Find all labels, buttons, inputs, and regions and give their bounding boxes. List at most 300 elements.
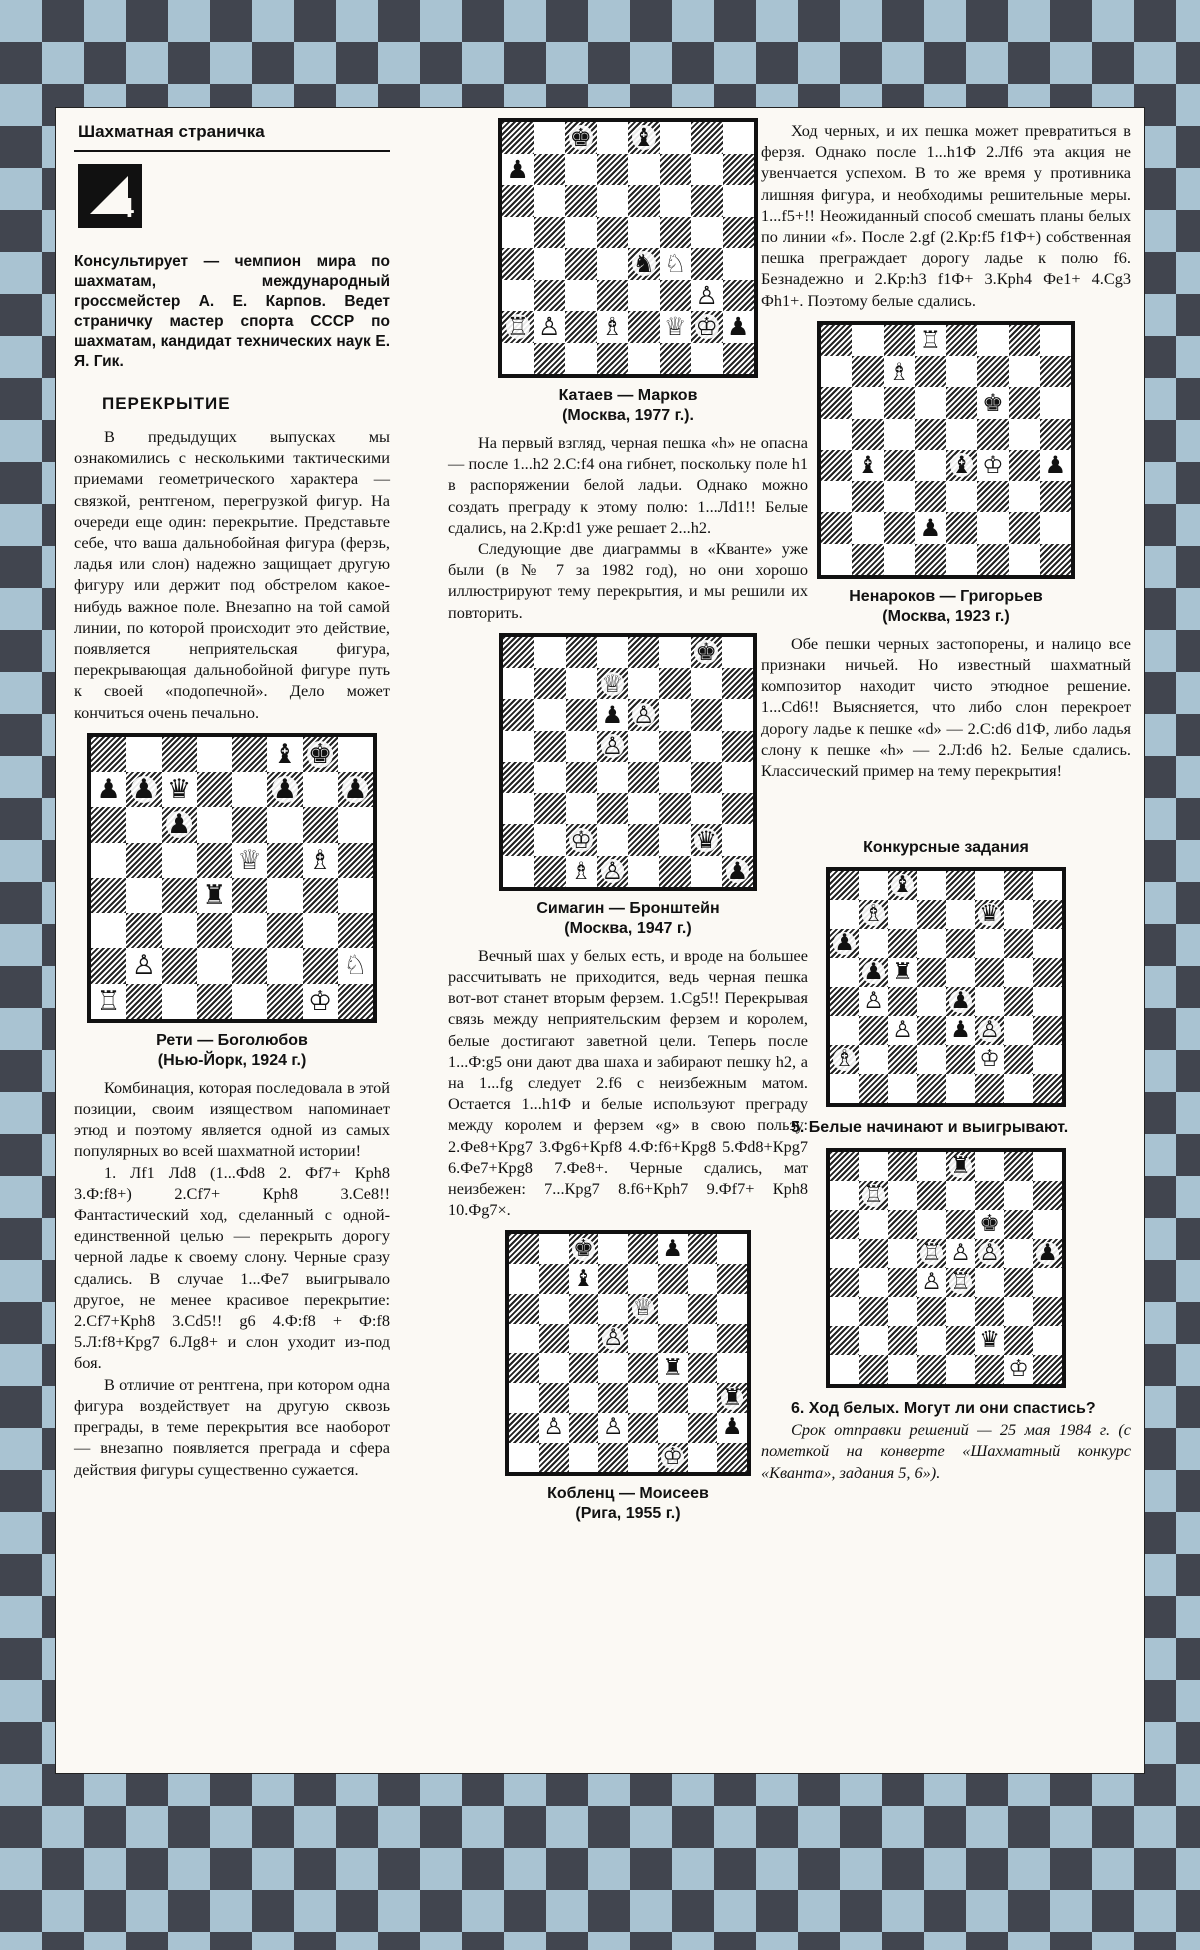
board-square-b5: [539, 1324, 569, 1354]
board-square-g5: [1004, 958, 1033, 987]
chess-piece-icon: ♙: [892, 1017, 913, 1044]
board-square-f6: [975, 929, 1004, 958]
board-square-f3: [658, 1383, 688, 1413]
chess-piece-icon: ♟: [834, 930, 855, 957]
board-square-a1: [830, 1074, 859, 1103]
board-square-g5: [691, 731, 722, 762]
board-square-d5: [197, 843, 232, 878]
board-square-f6: [977, 387, 1008, 418]
board-square-d6: [597, 185, 629, 217]
board-square-a8: [830, 1152, 859, 1181]
board-square-d6: [917, 1210, 946, 1239]
board-square-b1: [852, 544, 883, 575]
board-square-d6: [915, 387, 946, 418]
board-square-g8: [691, 122, 723, 154]
board-square-e4: [232, 878, 267, 913]
chess-piece-icon: ♗: [570, 857, 592, 886]
board-square-d4: [197, 878, 232, 913]
chess-piece-icon: ♖: [863, 1182, 884, 1209]
board-square-e5: [946, 1239, 975, 1268]
board-square-d2: [598, 1413, 628, 1443]
chess-piece-icon: ♟: [272, 774, 297, 806]
board-square-f3: [660, 280, 692, 312]
board-square-c3: [565, 280, 597, 312]
board-square-e3: [946, 1016, 975, 1045]
diagram-2-caption: Катаев — Марков (Москва, 1977 г.).: [558, 387, 698, 424]
board-square-h2: [338, 948, 373, 983]
board-square-a7: [821, 356, 852, 387]
board-square-a7: [503, 668, 534, 699]
board-square-e2: [232, 948, 267, 983]
board-square-g4: [691, 762, 722, 793]
board-square-a4: [91, 878, 126, 913]
board-square-h5: [338, 843, 373, 878]
chess-piece-icon: ♛: [979, 901, 1000, 928]
board-square-b6: [534, 699, 565, 730]
board-square-b7: [859, 1181, 888, 1210]
board-square-h4: [723, 248, 755, 280]
chess-piece-icon: ♔: [570, 825, 592, 854]
board-square-a8: [821, 325, 852, 356]
chess-piece-icon: ♖: [506, 312, 529, 342]
board-square-h7: [1040, 356, 1071, 387]
board-square-a1: [509, 1443, 539, 1473]
chess-piece-icon: ♙: [601, 857, 624, 886]
board-square-g4: [691, 248, 723, 280]
board-square-c1: [162, 984, 197, 1019]
board-square-c1: [565, 343, 597, 375]
board-square-c7: [565, 154, 597, 186]
board-square-d4: [917, 1268, 946, 1297]
board-square-b1: [126, 984, 161, 1019]
diagram-1-caption: Рети — Боголюбов (Нью-Йорк, 1924 г.): [156, 1031, 308, 1069]
board-square-b7: [539, 1264, 569, 1294]
board-square-e1: [628, 343, 660, 375]
board-square-b4: [859, 987, 888, 1016]
board-square-d2: [917, 1045, 946, 1074]
board-square-c2: [565, 311, 597, 343]
board-square-g3: [1004, 1297, 1033, 1326]
chess-piece-icon: ♕: [632, 1295, 654, 1322]
board-square-d5: [598, 1324, 628, 1354]
board-square-d1: [598, 1443, 628, 1473]
board-square-h6: [722, 699, 753, 730]
board-square-h8: [722, 637, 753, 668]
chess-piece-icon: ♝: [857, 451, 879, 480]
board-square-h2: [722, 824, 753, 855]
board-square-a4: [821, 450, 852, 481]
col2-paragraph-3: Вечный шах у белых есть, и вроде на большее рассчитывать не приходится, ведь черная пешка вот-вот станет вторым ферзем. 1.Сg5!! Перекрывая связь между неприятельским ферзем и королем, белые достигают заветной цели. Теперь после 1...Ф:g5 они дают два шаха и забирают пешку h2, а на 1...fg следует 2.f6 с неизбежным матом. Остается 1...h1Ф и белые используют преграду между королем и ферзем «g» в свою пользу: 2.Фе8+Крg7 3.Фg6+Крf8 4.Ф:f6+Крg8 5.Фd8+Крg7 6.Фе7+Крg8 7.Фе8+. Черные сдались, мат неизбежен: 7...Крg7 8.f6+Крh7 9.Фf7+ Крh8 10.Фg7×.: [448, 945, 808, 1220]
board-square-e1: [628, 1443, 658, 1473]
board-square-e2: [628, 1413, 658, 1443]
board-square-f4: [659, 762, 690, 793]
board-square-e8: [946, 1152, 975, 1181]
board-square-f7: [658, 1264, 688, 1294]
chess-piece-icon: ♛: [167, 774, 192, 806]
board-square-d4: [598, 1353, 628, 1383]
board-square-h8: [1040, 325, 1071, 356]
chess-piece-icon: ♙: [921, 1269, 942, 1296]
board-square-d4: [597, 248, 629, 280]
board-square-g7: [688, 1264, 718, 1294]
board-square-g1: [1004, 1074, 1033, 1103]
board-square-f8: [267, 737, 302, 772]
board-square-b6: [852, 387, 883, 418]
board-square-h1: [338, 984, 373, 1019]
board-square-g6: [1004, 1210, 1033, 1239]
board-square-g6: [691, 185, 723, 217]
board-square-h6: [717, 1294, 747, 1324]
board-square-d3: [917, 1016, 946, 1045]
chess-piece-icon: ♙: [602, 1414, 624, 1441]
board-square-e5: [946, 958, 975, 987]
board-square-a5: [509, 1324, 539, 1354]
board-square-a2: [830, 1326, 859, 1355]
board-square-b3: [852, 481, 883, 512]
board-square-c6: [884, 387, 915, 418]
board-square-g7: [303, 772, 338, 807]
board-square-b3: [859, 1016, 888, 1045]
board-square-h4: [338, 878, 373, 913]
board-square-g1: [1004, 1355, 1033, 1384]
board-square-c8: [565, 122, 597, 154]
board-square-h6: [723, 185, 755, 217]
board-square-g6: [303, 807, 338, 842]
board-square-a8: [502, 122, 534, 154]
board-square-a3: [91, 913, 126, 948]
board-square-a7: [91, 772, 126, 807]
chess-piece-icon: ♗: [863, 901, 884, 928]
board-square-h2: [717, 1413, 747, 1443]
chess-piece-icon: ♝: [950, 451, 973, 480]
board-square-c5: [888, 1239, 917, 1268]
board-square-e2: [628, 311, 660, 343]
board-square-d2: [197, 948, 232, 983]
chess-piece-icon: ♔: [695, 312, 718, 342]
board-square-f5: [975, 958, 1004, 987]
board-square-h5: [723, 217, 755, 249]
chess-piece-icon: ♗: [308, 844, 333, 876]
board-square-f1: [660, 343, 692, 375]
chess-diagram-3: [499, 633, 757, 891]
board-square-a3: [830, 1016, 859, 1045]
board-square-f1: [977, 544, 1008, 575]
board-square-g5: [1009, 419, 1040, 450]
board-square-a4: [502, 248, 534, 280]
board-square-b2: [534, 311, 566, 343]
board-square-h3: [717, 1383, 747, 1413]
board-square-h3: [722, 793, 753, 824]
board-square-f4: [975, 1268, 1004, 1297]
board-square-g7: [1004, 1181, 1033, 1210]
board-square-f3: [975, 1297, 1004, 1326]
board-square-f1: [658, 1443, 688, 1473]
board-square-g1: [691, 343, 723, 375]
board-square-h3: [1033, 1016, 1062, 1045]
board-square-g3: [1009, 481, 1040, 512]
chess-piece-icon: ♟: [96, 774, 121, 806]
board-square-b6: [126, 807, 161, 842]
chess-diagram-1: [87, 733, 377, 1023]
chess-piece-icon: ♟: [950, 1017, 971, 1044]
board-square-a8: [830, 871, 859, 900]
board-square-a1: [503, 856, 534, 887]
board-square-g3: [691, 793, 722, 824]
board-square-g6: [691, 699, 722, 730]
board-square-d6: [597, 699, 628, 730]
board-square-b4: [852, 450, 883, 481]
board-square-c5: [162, 843, 197, 878]
board-square-h2: [1040, 512, 1071, 543]
board-square-g8: [1009, 325, 1040, 356]
chess-piece-icon: ♛: [695, 825, 717, 854]
board-square-h5: [722, 731, 753, 762]
board-square-e2: [946, 1045, 975, 1074]
chess-piece-icon: ♔: [979, 1046, 1000, 1073]
board-square-a6: [509, 1294, 539, 1324]
board-square-g7: [691, 668, 722, 699]
board-square-c7: [566, 668, 597, 699]
board-square-d2: [597, 824, 628, 855]
board-square-a8: [509, 1234, 539, 1264]
board-square-g7: [691, 154, 723, 186]
board-square-b3: [539, 1383, 569, 1413]
board-square-e8: [232, 737, 267, 772]
chess-diagram-6: [826, 867, 1066, 1107]
board-square-d1: [597, 343, 629, 375]
board-square-b4: [859, 1268, 888, 1297]
board-square-e3: [946, 1297, 975, 1326]
board-square-g3: [688, 1383, 718, 1413]
chess-page-logo-icon: 4: [78, 164, 142, 228]
board-square-a1: [502, 343, 534, 375]
board-square-b4: [539, 1353, 569, 1383]
board-square-e5: [628, 731, 659, 762]
board-square-e1: [946, 1074, 975, 1103]
board-square-a6: [830, 1210, 859, 1239]
board-square-e7: [946, 356, 977, 387]
board-square-c6: [565, 185, 597, 217]
chess-piece-icon: ♛: [979, 1327, 1000, 1354]
board-square-c2: [569, 1413, 599, 1443]
board-square-f3: [659, 793, 690, 824]
chess-piece-icon: ♟: [1044, 451, 1067, 480]
chess-piece-icon: ♙: [695, 280, 718, 310]
board-square-e5: [946, 419, 977, 450]
board-square-d3: [917, 1297, 946, 1326]
board-square-e8: [946, 325, 977, 356]
board-square-f6: [659, 699, 690, 730]
board-square-b7: [852, 356, 883, 387]
board-square-e7: [946, 900, 975, 929]
board-square-f2: [975, 1045, 1004, 1074]
board-square-b6: [859, 929, 888, 958]
board-square-f1: [659, 856, 690, 887]
board-square-g5: [303, 843, 338, 878]
board-square-c4: [888, 1268, 917, 1297]
board-square-e4: [628, 1353, 658, 1383]
board-square-g8: [688, 1234, 718, 1264]
board-square-c6: [888, 929, 917, 958]
board-square-g8: [1004, 871, 1033, 900]
chess-piece-icon: ♔: [308, 985, 333, 1017]
chess-piece-icon: ♙: [602, 1325, 624, 1352]
board-square-f2: [975, 1326, 1004, 1355]
board-square-e6: [946, 1210, 975, 1239]
chess-piece-icon: ♟: [727, 312, 750, 342]
board-square-c2: [162, 948, 197, 983]
chess-piece-icon: ♟: [1037, 1240, 1058, 1267]
chess-piece-icon: ♚: [569, 123, 592, 153]
board-square-a5: [91, 843, 126, 878]
board-square-a6: [503, 699, 534, 730]
column-3: [761, 108, 1131, 1483]
board-square-f7: [975, 1181, 1004, 1210]
board-square-f5: [660, 217, 692, 249]
board-square-b8: [126, 737, 161, 772]
board-square-e4: [946, 450, 977, 481]
board-square-d3: [197, 913, 232, 948]
board-square-d1: [917, 1355, 946, 1384]
board-square-h7: [722, 668, 753, 699]
chess-piece-icon: ♚: [308, 738, 333, 770]
board-square-f5: [977, 419, 1008, 450]
board-square-d8: [597, 122, 629, 154]
board-square-f5: [658, 1324, 688, 1354]
board-square-f2: [660, 311, 692, 343]
board-square-h8: [1033, 1152, 1062, 1181]
board-square-d1: [915, 544, 946, 575]
page-frame: [56, 108, 1144, 1773]
board-square-c8: [162, 737, 197, 772]
chess-diagram-7: [826, 1148, 1066, 1388]
board-square-d8: [598, 1234, 628, 1264]
diagram-4-caption: Кобленц — Моисеев (Рига, 1955 г.): [547, 1485, 709, 1523]
board-square-a7: [830, 900, 859, 929]
board-square-h1: [1040, 544, 1071, 575]
board-square-c5: [884, 419, 915, 450]
board-square-b1: [539, 1443, 569, 1473]
board-square-h1: [1033, 1074, 1062, 1103]
board-square-g4: [1004, 987, 1033, 1016]
board-square-c2: [566, 824, 597, 855]
chess-piece-icon: ♙: [950, 1240, 971, 1267]
chess-piece-icon: ♔: [662, 1444, 683, 1471]
board-square-d7: [915, 356, 946, 387]
board-square-h7: [338, 772, 373, 807]
board-square-g2: [691, 311, 723, 343]
board-square-e7: [628, 154, 660, 186]
board-square-f7: [267, 772, 302, 807]
board-square-f8: [977, 325, 1008, 356]
chess-piece-icon: ♜: [662, 1354, 683, 1381]
board-square-h6: [1033, 929, 1062, 958]
board-square-f1: [975, 1074, 1004, 1103]
board-square-a3: [503, 793, 534, 824]
board-square-h8: [717, 1234, 747, 1264]
chess-piece-icon: ♙: [979, 1240, 1000, 1267]
board-square-b6: [534, 185, 566, 217]
board-square-d5: [597, 217, 629, 249]
board-square-f4: [975, 987, 1004, 1016]
board-square-g4: [1004, 1268, 1033, 1297]
board-square-e3: [628, 1383, 658, 1413]
board-square-e5: [628, 217, 660, 249]
board-square-b7: [534, 154, 566, 186]
board-square-f8: [658, 1234, 688, 1264]
board-square-b2: [859, 1045, 888, 1074]
board-square-d4: [915, 450, 946, 481]
board-square-b8: [859, 871, 888, 900]
board-square-h1: [717, 1443, 747, 1473]
board-square-f3: [977, 481, 1008, 512]
chess-piece-icon: ♜: [202, 879, 227, 911]
board-square-a5: [830, 958, 859, 987]
board-square-d3: [915, 481, 946, 512]
board-square-f5: [975, 1239, 1004, 1268]
board-square-e8: [628, 1234, 658, 1264]
chess-piece-icon: ♟: [601, 700, 624, 729]
board-square-h3: [1033, 1297, 1062, 1326]
board-square-a1: [91, 984, 126, 1019]
chess-piece-icon: ♜: [950, 1153, 971, 1180]
board-square-f7: [660, 154, 692, 186]
board-square-g2: [691, 824, 722, 855]
board-square-h5: [1040, 419, 1071, 450]
board-square-b1: [859, 1074, 888, 1103]
board-square-c7: [888, 1181, 917, 1210]
board-square-d2: [915, 512, 946, 543]
board-square-c7: [162, 772, 197, 807]
board-square-h5: [1033, 958, 1062, 987]
board-square-b5: [534, 731, 565, 762]
board-square-f2: [659, 824, 690, 855]
board-square-b3: [126, 913, 161, 948]
board-square-d7: [917, 900, 946, 929]
board-square-g2: [1004, 1045, 1033, 1074]
board-square-d7: [598, 1264, 628, 1294]
chess-piece-icon: ♞: [632, 249, 655, 279]
board-square-a7: [509, 1264, 539, 1294]
board-square-g3: [303, 913, 338, 948]
board-square-g6: [1004, 929, 1033, 958]
chess-piece-icon: ♖: [921, 1240, 942, 1267]
board-square-g1: [691, 856, 722, 887]
board-square-f5: [267, 843, 302, 878]
board-square-b2: [859, 1326, 888, 1355]
chess-diagram-4: [505, 1230, 751, 1476]
board-square-h4: [722, 762, 753, 793]
board-square-c8: [888, 871, 917, 900]
chess-piece-icon: ♘: [343, 950, 368, 982]
board-square-a6: [502, 185, 534, 217]
board-square-f8: [659, 637, 690, 668]
board-square-g2: [303, 948, 338, 983]
board-square-d2: [917, 1326, 946, 1355]
board-square-a5: [821, 419, 852, 450]
col3-paragraph-1: Ход черных, и их пешка может превратиться в ферзя. Однако после 1...h1Ф 2.Лf6 эта акция не увенчается успехом. В то же время у противника лишняя фигура, и необходимы решительные меры. 1...f5+!! Неожиданный способ смешать планы белых по линии «f». После 2.gf (2.Кр:f5 f1Ф+) собственная пешка преграждает дорогу ладье к полю f6. Безнадежно и 2.Кр:h3 f1Ф+ 3.Крh4 Фе1+ 4.Сg3 Фh1+. Поэтому белые сдались.: [761, 121, 1131, 310]
board-square-b2: [534, 824, 565, 855]
chess-piece-icon: ♜: [721, 1384, 743, 1411]
board-square-c4: [162, 878, 197, 913]
board-square-c7: [884, 356, 915, 387]
board-square-d3: [598, 1383, 628, 1413]
board-square-c4: [565, 248, 597, 280]
chess-piece-icon: ♝: [272, 738, 297, 770]
board-square-e6: [628, 185, 660, 217]
chess-piece-icon: ♝: [632, 123, 655, 153]
board-square-b2: [126, 948, 161, 983]
